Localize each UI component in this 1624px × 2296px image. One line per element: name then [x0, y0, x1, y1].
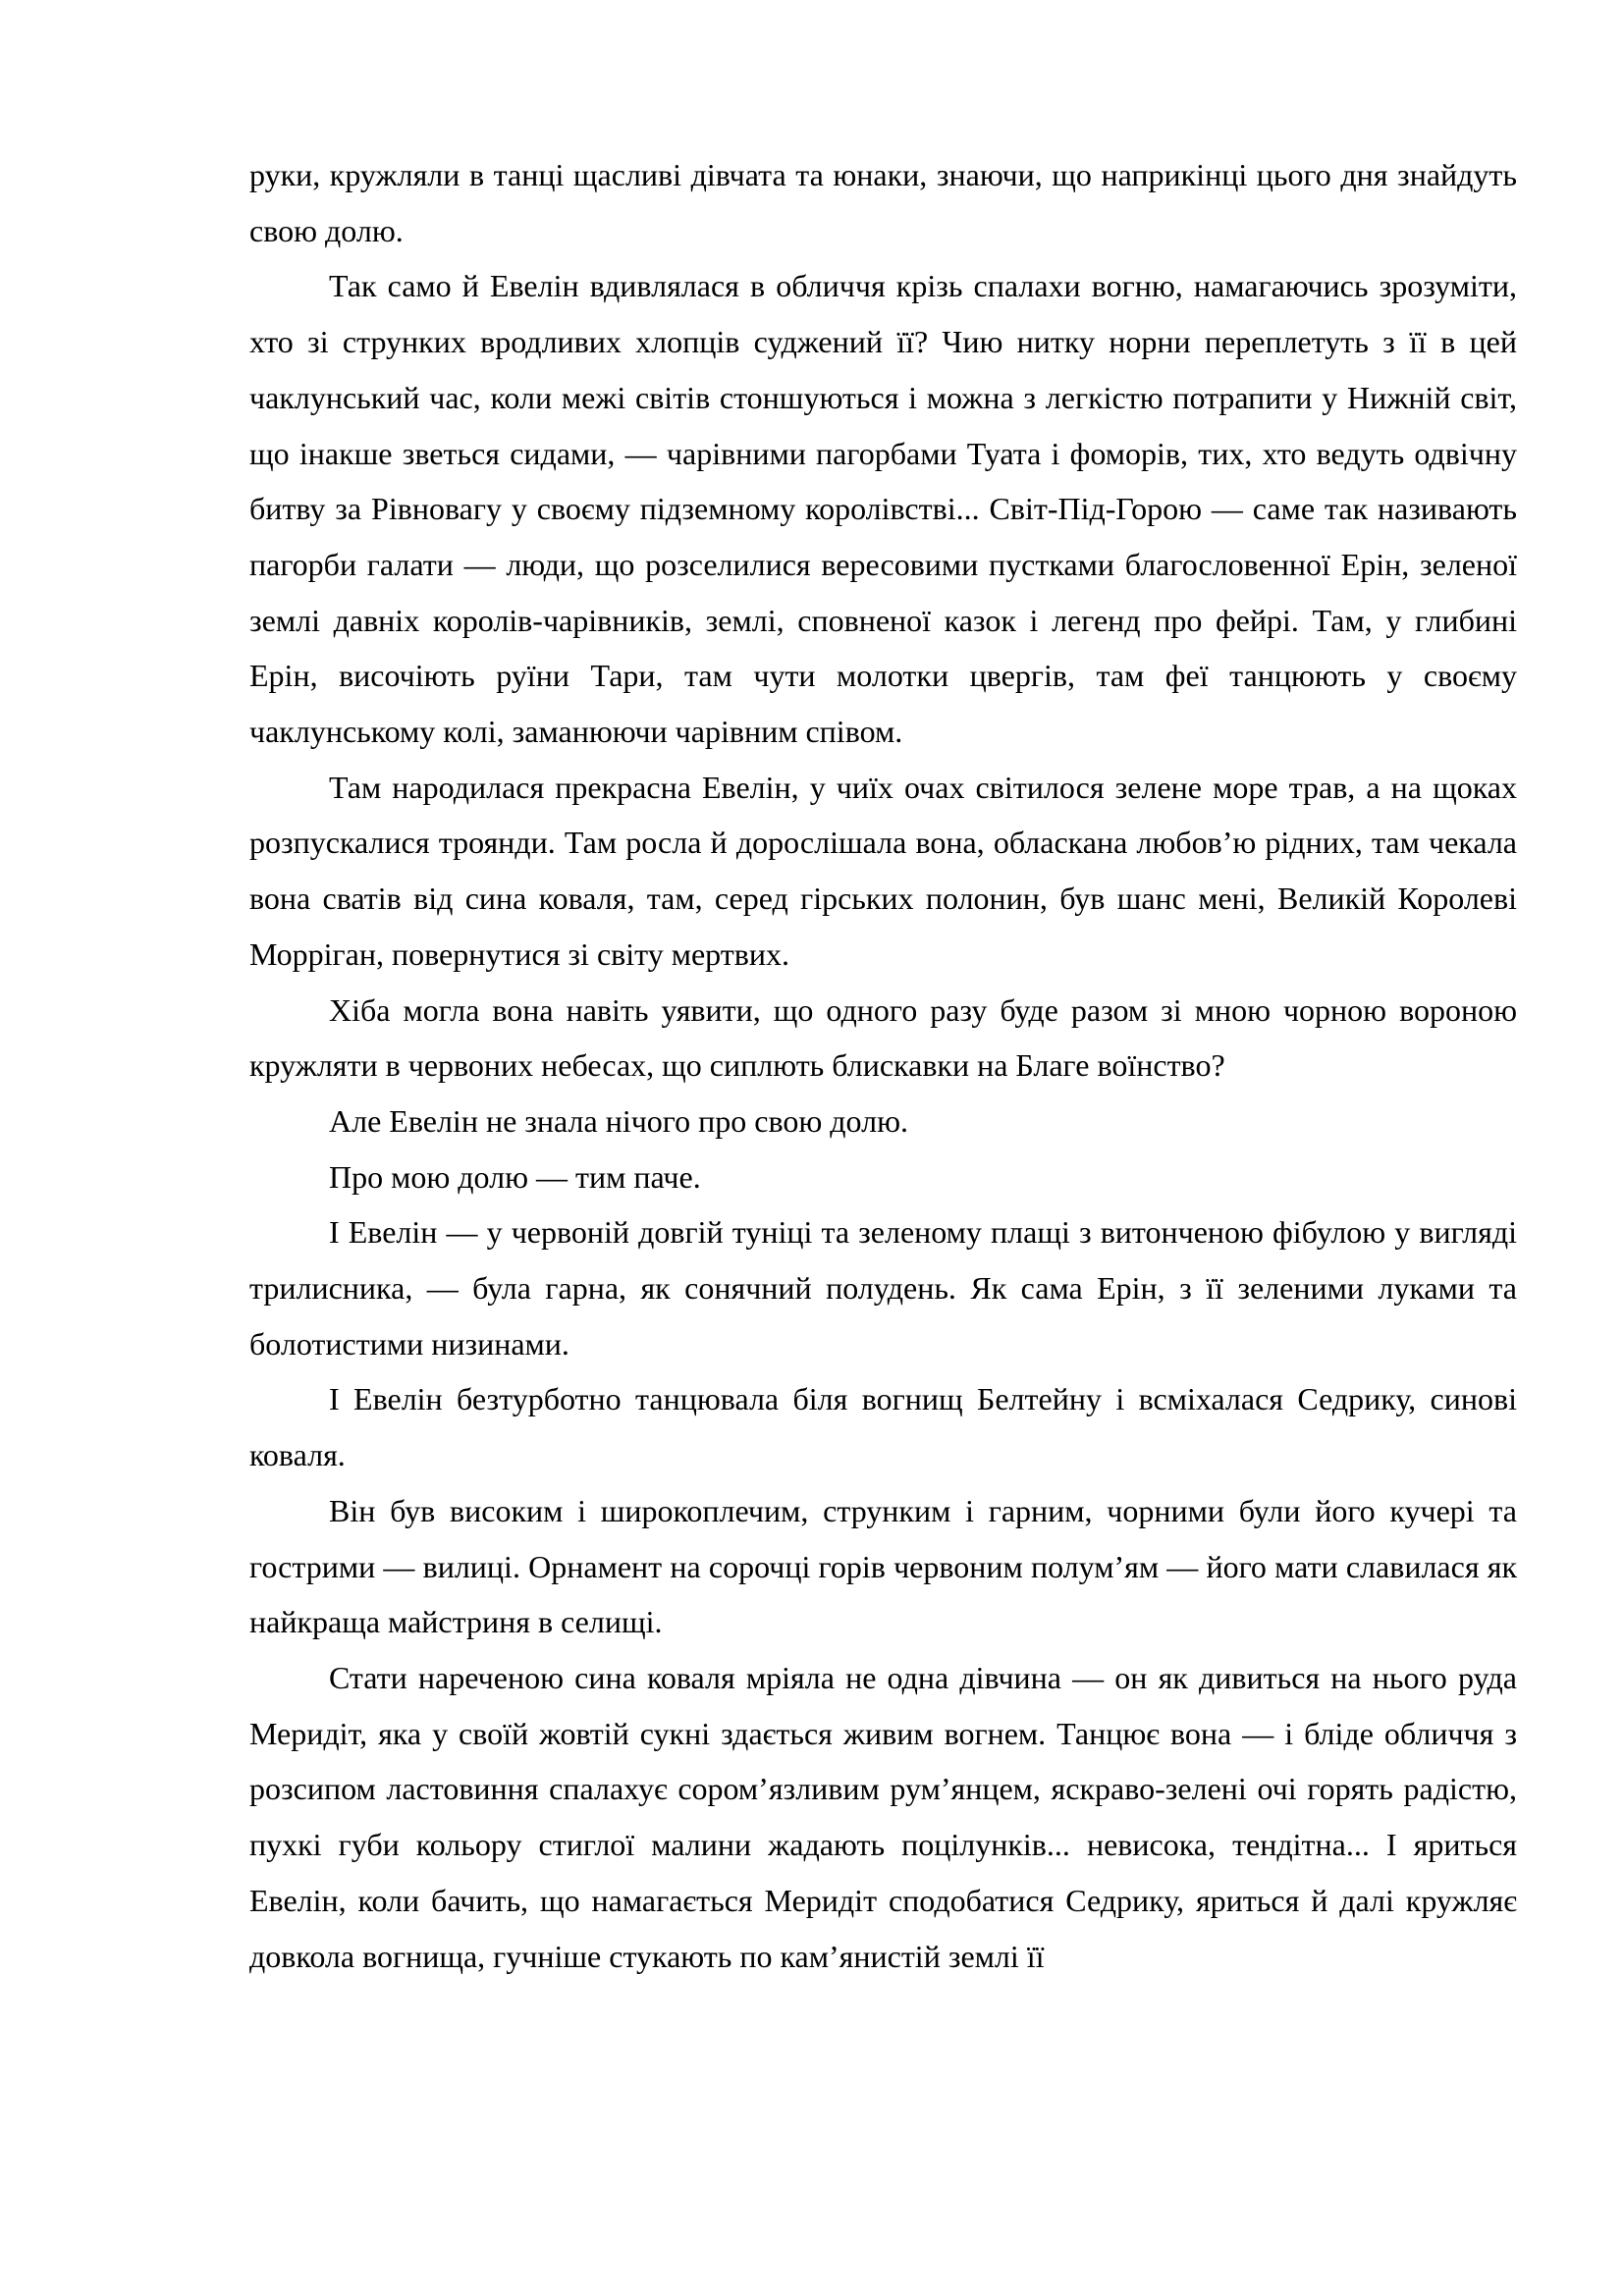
paragraph: І Евелін — у червоній довгій туніці та зеленому плащі з витонченою фібулою у вигляді трилисника, — була гарна, як сонячний полудень. Як сама Ерін, з її зеленими луками та болотистими низинами.: [249, 1214, 1517, 1362]
paragraph: І Евелін безтурботно танцювала біля вогнищ Белтейну і всміхалася Седрику, синові коваля.: [249, 1381, 1517, 1473]
document-body: [249, 147, 1517, 1984]
paragraph: Там народилася прекрасна Евелін, у чиїх очах світилося зелене море трав, а на щоках розпускалися троянди. Там росла й дорослішала вона, обласкана любов’ю рідних, там чекала вона сватів від сина коваля, там, серед гірських полонин, був шанс мені, Великій Королеві Морріган, повернутися зі світу мертвих.: [249, 769, 1517, 972]
paragraph: Так само й Евелін вдивлялася в обличчя крізь спалахи вогню, намагаючись зрозуміти, хто зі струнких вродливих хлопців суджений її? Чию нитку норни переплетуть з її в цей чаклунський час, коли межі світів стоншуються і можна з легкістю потрапити у Нижній світ, що інакше зветься сидами, — чарівними пагорбами Туата і фоморів, тих, хто ведуть одвічну битву за Рівновагу у своєму підземному королівстві... Світ-Під-Горою — саме так називають пагорби галати — люди, що розселилися вересовими пустками благословенної Ерін, зеленої землі давніх королів-чарівників, землі, сповненої казок і легенд про фейрі. Там, у глибині Ерін, височіють руїни Тари, там чути молотки цвергів, там феї танцюють у своєму чаклунському колі, заманюючи чарівним співом.: [249, 268, 1517, 750]
paragraph: Хіба могла вона навіть уявити, що одного разу буде разом зі мною чорною вороною кружляти в червоних небесах, що сиплють блискавки на Благе воїнство?: [249, 991, 1517, 1084]
paragraph: Про мою долю — тим паче.: [329, 1158, 701, 1195]
paragraph: Він був високим і широкоплечим, струнким і гарним, чорними були його кучері та гострими — вилиці. Орнамент на сорочці горів червоним полум’ям — його мати славилася як найкраща майстриня в селищі.: [249, 1492, 1517, 1640]
paragraph: Стати нареченою сина коваля мріяла не одна дівчина — он як дивиться на нього руда Меридіт, яка у своїй жовтій сукні здається живим вогнем. Танцює вона — і бліде обличчя з розсипом ластовиння спалахує сором’язливим рум’янцем, яскраво-зелені очі горять радістю, пухкі губи кольору стиглої малини жадають поцілунків... невисока, тендітна... І яриться Евелін, коли бачить, що намагається Меридіт сподобатися Седрику, яриться й далі кружляє довкола вогнища, гучніше стукають по кам’янистій землі її: [249, 1659, 1517, 1974]
paragraph: Але Евелін не знала нічого про свою долю.: [329, 1102, 908, 1139]
paragraph: руки, кружляли в танці щасливі дівчата та юнаки, знаючи, що наприкінці цього дня знайдуть свою долю.: [249, 157, 1517, 248]
